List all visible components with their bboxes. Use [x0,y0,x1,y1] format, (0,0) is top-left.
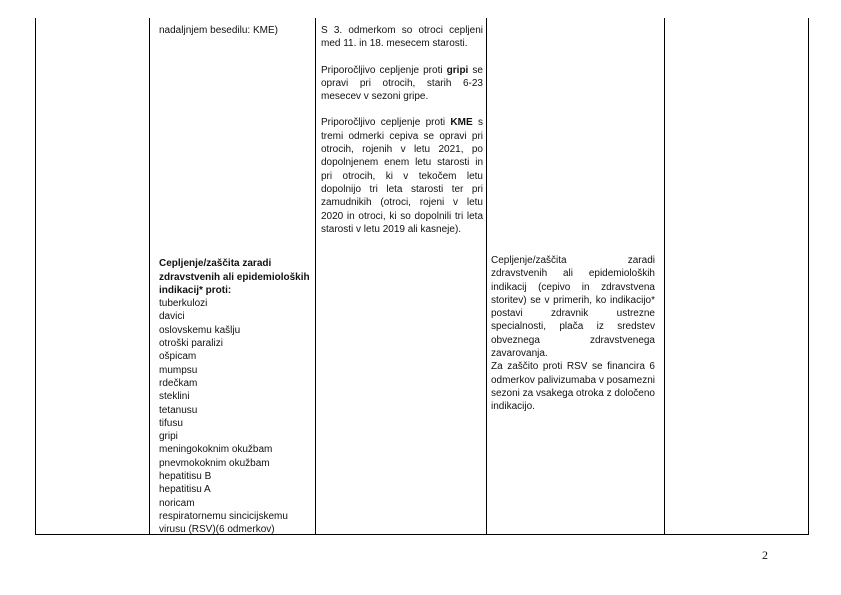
list-item: ošpicam [159,351,197,363]
cell-text [321,64,483,104]
column-divider [149,18,150,534]
page-number: 2 [762,548,768,562]
financing-cell [491,254,655,414]
list-item: rdečkam [159,377,198,389]
list-item: otroški paralizi [159,338,223,350]
text-bold: gripi [446,64,469,76]
text-run: se opravi pri otrocih, starih 6-23 mesecev v sezoni gripe. [321,64,483,103]
column-divider [315,18,316,534]
disease-list [159,297,311,536]
list-item: respiratornemu sincicijskemu virusu (RSV)(6 odmerkov) [159,510,288,536]
cell-text: Za zaščito proti RSV se financira 6 odmerkov palivizumaba v posamezni sezoni za vsakega otroka z določeno indikacijo. [491,361,655,413]
cell-text [321,116,483,236]
list-item: tifusu [159,417,183,429]
list-item: noricam [159,497,195,509]
list-item: gripi [159,431,178,443]
indications-heading: Cepljenje/zaščita zaradi zdravstvenih ali epidemioloških indikacij* proti: [159,258,310,296]
text-run: Priporočljivo cepljenje proti [321,117,451,129]
text-run: Priporočljivo cepljenje proti [321,64,447,76]
list-item: steklini [159,391,190,403]
list-item: hepatitisu A [159,484,211,496]
list-item: hepatitisu B [159,471,212,483]
list-item: tetanusu [159,404,198,416]
list-item: tuberkulozi [159,298,208,310]
text-bold: KME [450,117,473,129]
list-item: oslovskemu kašlju [159,324,241,336]
cell-text: Cepljenje/zaščita zaradi zdravstvenih ali epidemioloških indikacij (cepivo in zdravstvena storitev) se v primerih, ko indikacijo* postavi zdravnik ustrezne specialnosti, plača iz sredstev obveznega zdravstvenega zavarovanja. [491,255,655,360]
column-divider [664,18,665,534]
list-item: pnevmokoknim okužbam [159,457,270,469]
cell-text: nadaljnjem besedilu: KME) [159,25,278,36]
text-run: s tremi odmerki cepiva se opravi pri otrocih, rojenih v letu 2021, po dopolnjenem enem letu starosti in pri otrocih, ki v tekočem letu dopolnijo tri leta starosti ter pri zamudnikih (otroci, rojeni v letu 2020 in otroci, ki so dopolnili tri leta starosti v letu 2019 ali kasneje). [321,117,483,235]
cell-text: S 3. odmerkom so otroci cepljeni med 11. in 18. mesecem starosti. [321,25,483,50]
list-item: meningokoknim okužbam [159,444,273,456]
indications-cell [159,24,311,537]
list-item: davici [159,311,185,323]
schedule-cell [321,24,483,236]
list-item: mumpsu [159,364,198,376]
column-divider [486,18,487,534]
table [35,18,809,535]
